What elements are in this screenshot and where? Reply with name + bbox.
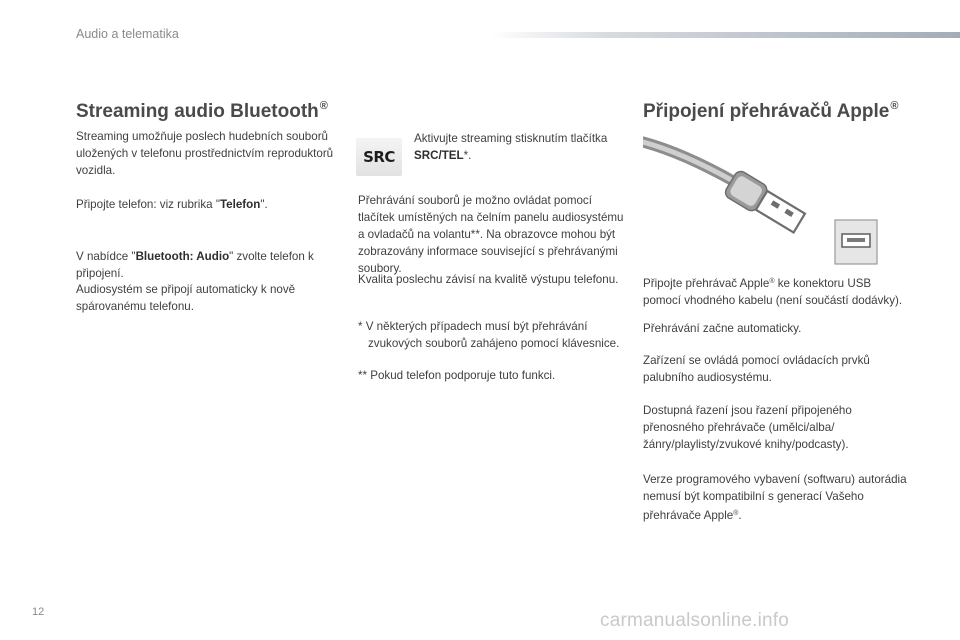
connect-phone-paragraph (76, 196, 336, 213)
menu-select-text-a: V nabídce " (76, 250, 136, 263)
src-tel-keyword: SRC/TEL (414, 149, 464, 162)
registered-mark: ® (769, 278, 775, 285)
apple-players-title-text: Připojení přehrávačů Apple (643, 101, 890, 122)
usb-cable-icon (643, 142, 807, 236)
usb-connector-illustration (643, 128, 883, 278)
menu-select-text-c: " zvolte telefon k připojení. (76, 250, 314, 280)
software-version-text-a: Verze programového vybavení (softwaru) autorádia nemusí být kompatibilní s generací Vašeho přehrávače Apple (643, 473, 907, 522)
registered-mark: ® (319, 100, 328, 112)
activate-streaming-paragraph (414, 130, 614, 164)
connect-apple-text-a: Připojte přehrávač Apple (643, 277, 770, 290)
playback-control-paragraph: Přehrávání souborů je možno ovládat pomocí tlačítek umístěných na čelním panelu audiosystému a ovladačů na volantu**. Na obrazovce mohou být zobrazovány informace související s přehrávanými soubory. (358, 194, 624, 275)
watermark: carmanualsonline.info (600, 610, 790, 631)
telefon-keyword: Telefon (219, 198, 261, 211)
software-version-paragraph (643, 471, 908, 524)
menu-select-paragraph (76, 248, 336, 282)
connect-phone-text-c: ". (260, 198, 268, 211)
connect-phone-text-a: Připojte telefon: viz rubrika " (76, 198, 220, 211)
usb-port-icon (835, 220, 877, 264)
bluetooth-intro-paragraph: Streaming umožňuje poslech hudebních souborů uložených v telefonu prostřednictvím reproduktorů vozidla. (76, 130, 334, 177)
section-label: Audio a telematika (76, 27, 179, 41)
registered-mark: ® (890, 100, 899, 112)
bluetooth-streaming-title (76, 100, 328, 123)
quality-paragraph: Kvalita poslechu závisí na kvalitě výstupu telefonu. (358, 273, 619, 286)
header-divider-bar (490, 32, 960, 38)
registered-mark: ® (733, 510, 739, 517)
page-number: 12 (32, 606, 45, 618)
device-control-paragraph: Zařízení se ovládá pomocí ovládacích prvků palubního audiosystému. (643, 354, 870, 384)
connect-apple-text-b: ke konektoru USB pomocí vhodného kabelu (není součástí dodávky). (643, 277, 903, 307)
sorting-paragraph: Dostupná řazení jsou řazení připojeného přenosného přehrávače (umělci/alba/žánry/playlisty/zvukové knihy/podcasty). (643, 404, 852, 451)
software-version-text-b: . (738, 509, 742, 522)
bluetooth-audio-keyword: Bluetooth: Audio (135, 250, 230, 263)
footnote-phone-support: ** Pokud telefon podporuje tuto funkci. (358, 369, 556, 382)
activate-streaming-text-a: Aktivujte streaming stisknutím tlačítka (414, 132, 608, 145)
activate-streaming-text-c: *. (463, 149, 472, 162)
connect-apple-paragraph (643, 273, 908, 309)
apple-players-title (643, 100, 898, 123)
auto-connect-paragraph: Audiosystém se připojí automaticky k nově spárovanému telefonu. (76, 283, 296, 313)
bluetooth-streaming-title-text: Streaming audio Bluetooth (76, 101, 319, 122)
footnote-keyboard: * V některých případech musí být přehrávání zvukových souborů zahájeno pomocí klávesnice. (358, 320, 620, 350)
src-button-label: SRC (363, 148, 395, 166)
auto-play-paragraph: Přehrávání začne automaticky. (643, 322, 802, 335)
src-button-icon (356, 138, 402, 176)
